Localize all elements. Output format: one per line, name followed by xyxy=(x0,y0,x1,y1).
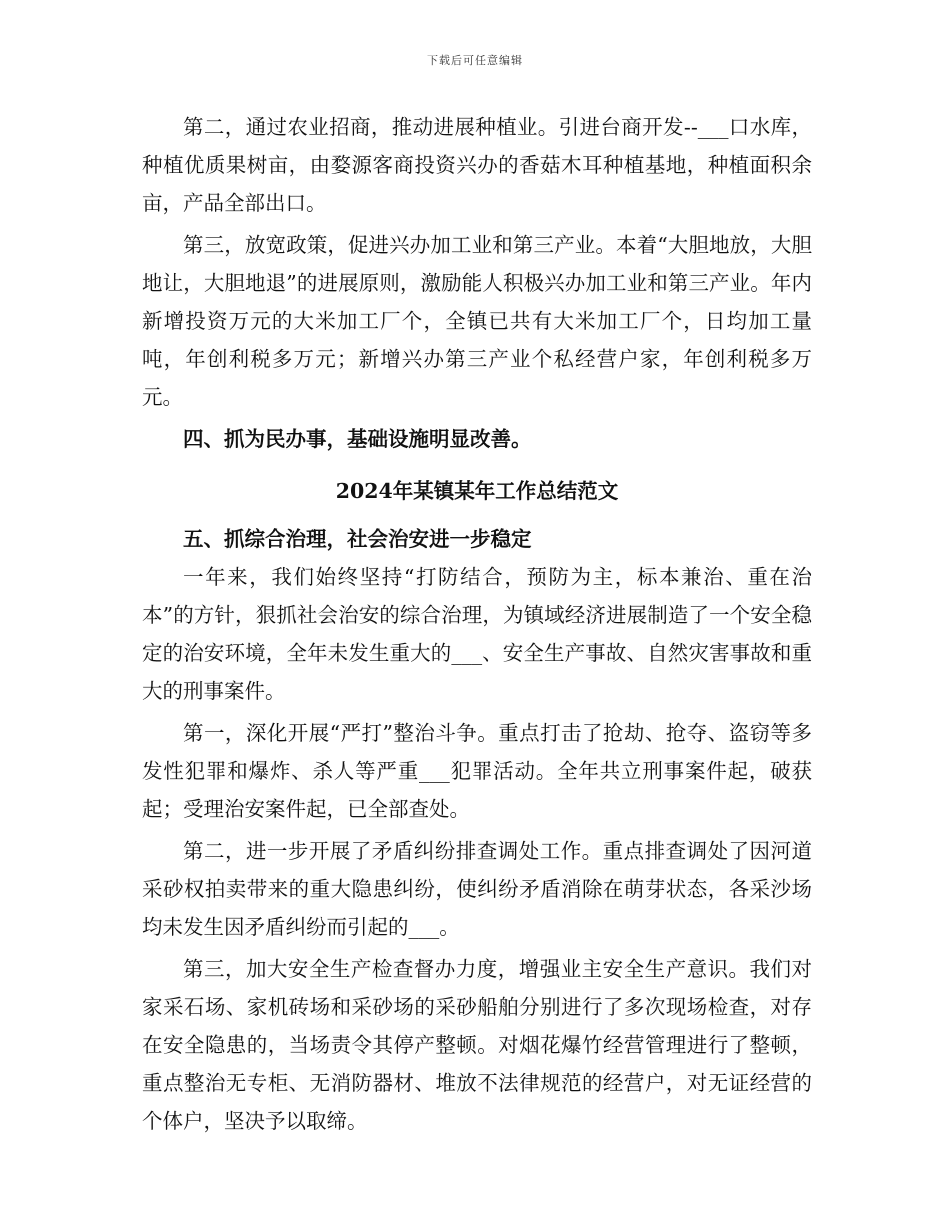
document-body xyxy=(142,108,812,1140)
paragraph-policy-relaxation: 第三，放宽政策，促进兴办加工业和第三产业。本着“大胆地放，大胆地让，大胆地退”的进展原则，激励能人积极兴办加工业和第三产业。年内新增投资万元的大米加工厂个，全镇已共有大米加工厂个，日均加工量吨，年创利税多万元；新增兴办第三产业个私经营户家，年创利税多万元。 xyxy=(142,233,812,409)
paragraph-safety-inspection: 第三，加大安全生产检查督办力度，增强业主安全生产意识。我们对家采石场、家机砖场和采砂场的采砂船舶分别进行了多次现场检查，对存在安全隐患的，当场责令其停产整顿。对烟花爆竹经营管理进行了整顿，重点整治无专柜、无消防器材、堆放不法律规范的经营户，对无证经营的个体户，坚决予以取缔。 xyxy=(142,957,812,1133)
page-header-note: 下载后可任意编辑 xyxy=(427,54,523,67)
document-title: 2024年某镇某年工作总结范文 xyxy=(335,479,619,503)
paragraph-agriculture-investment: 第二，通过农业招商，推动进展种植业。引进台商开发--___口水库，种植优质果树亩，由婺源客商投资兴办的香菇木耳种植基地，种植面积余亩，产品全部出口。 xyxy=(142,115,812,215)
paragraph-strike-hard-campaign: 第一，深化开展“严打”整治斗争。重点打击了抢劫、抢夺、盗窃等多发性犯罪和爆炸、杀人等严重___犯罪活动。全年共立刑事案件起，破获起；受理治安案件起，已全部查处。 xyxy=(142,721,812,821)
section-four-heading: 四、抓为民办事，基础设施明显改善。 xyxy=(183,427,532,451)
paragraph-dispute-mediation: 第二，进一步开展了矛盾纠纷排查调处工作。重点排查调处了因河道采砂权拍卖带来的重大隐患纠纷，使纠纷矛盾消除在萌芽状态，各采沙场均未发生因矛盾纠纷而引起的___。 xyxy=(142,839,812,939)
section-five-heading: 五、抓综合治理，社会治安进一步稳定 xyxy=(183,527,532,551)
paragraph-public-security-overview: 一年来，我们始终坚持“打防结合，预防为主，标本兼治、重在治本”的方针，狠抓社会治安的综合治理，为镇域经济进展制造了一个安全稳定的治安环境，全年未发生重大的___、安全生产事故、自然灾害事故和重大的刑事案件。 xyxy=(142,565,812,703)
